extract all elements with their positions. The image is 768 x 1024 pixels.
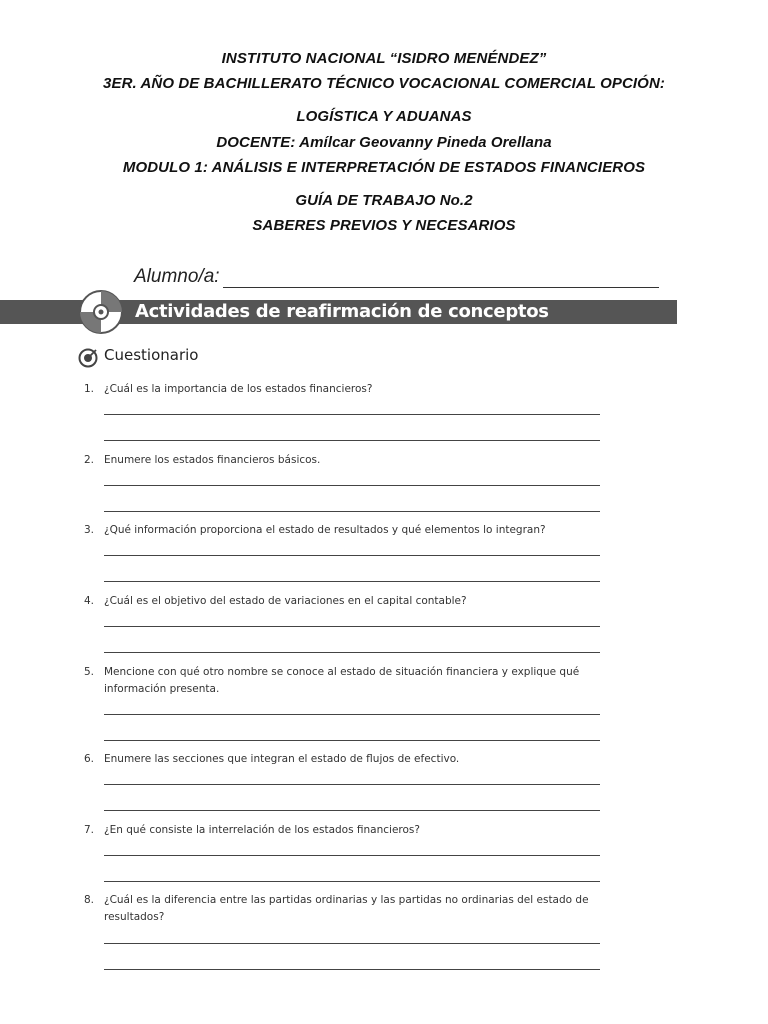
target-icon [78, 348, 98, 368]
question-number: 2. [84, 454, 95, 466]
question-2 [84, 452, 604, 469]
answer-line[interactable] [104, 943, 600, 944]
question-8 [84, 892, 604, 926]
question-6 [84, 751, 604, 768]
grade-program: 3ER. AÑO DE BACHILLERATO TÉCNICO VOCACIONAL COMERCIAL OPCIÓN: [103, 75, 665, 92]
question-5 [84, 664, 604, 698]
section-title: Cuestionario [104, 346, 199, 364]
banner-title: Actividades de reafirmación de conceptos [135, 301, 549, 322]
specialty: LOGÍSTICA Y ADUANAS [296, 108, 472, 125]
question-7 [84, 822, 604, 839]
question-text: Enumere los estados financieros básicos. [104, 454, 321, 466]
answer-line[interactable] [104, 855, 600, 856]
teacher: DOCENTE: Amílcar Geovanny Pineda Orellana [216, 134, 552, 151]
question-4 [84, 593, 604, 610]
answer-line[interactable] [104, 784, 600, 785]
answer-line[interactable] [104, 626, 600, 627]
question-number: 4. [84, 595, 95, 607]
answer-line[interactable] [104, 414, 600, 415]
question-number: 6. [84, 753, 95, 765]
question-number: 1. [84, 383, 95, 395]
question-text: ¿Cuál es la importancia de los estados financieros? [104, 383, 373, 395]
student-name-label: Alumno/a: [134, 266, 220, 287]
guide-number: GUÍA DE TRABAJO No.2 [295, 192, 473, 209]
question-1 [84, 381, 604, 398]
student-name-line[interactable] [223, 269, 659, 288]
module-title: MODULO 1: ANÁLISIS E INTERPRETACIÓN DE ESTADOS FINANCIEROS [122, 159, 646, 176]
answer-line[interactable] [104, 581, 600, 582]
question-number: 7. [84, 824, 95, 836]
question-text: ¿Qué información proporciona el estado de resultados y qué elementos lo integran? [104, 524, 546, 536]
question-3 [84, 522, 604, 539]
question-text: Enumere las secciones que integran el estado de flujos de efectivo. [104, 753, 460, 765]
answer-line[interactable] [104, 881, 600, 882]
question-number: 8. [84, 894, 95, 906]
answer-line[interactable] [104, 714, 600, 715]
answer-line[interactable] [104, 555, 600, 556]
question-number: 5. [84, 666, 95, 678]
question-number: 3. [84, 524, 95, 536]
student-name-field[interactable] [134, 266, 659, 288]
question-text: Mencione con qué otro nombre se conoce al estado de situación financiera y explique qué información presenta. [104, 666, 580, 695]
answer-line[interactable] [104, 969, 600, 970]
cd-icon [78, 289, 124, 335]
school-name: INSTITUTO NACIONAL “ISIDRO MENÉNDEZ” [221, 50, 547, 67]
answer-line[interactable] [104, 511, 600, 512]
question-text: ¿Cuál es la diferencia entre las partidas ordinarias y las partidas no ordinarias del estado de resultados? [104, 894, 589, 923]
answer-line[interactable] [104, 485, 600, 486]
guide-subtitle: SABERES PREVIOS Y NECESARIOS [252, 217, 516, 234]
question-text: ¿Cuál es el objetivo del estado de variaciones en el capital contable? [104, 595, 467, 607]
answer-line[interactable] [104, 652, 600, 653]
question-text: ¿En qué consiste la interrelación de los estados financieros? [104, 824, 420, 836]
answer-line[interactable] [104, 740, 600, 741]
answer-line[interactable] [104, 440, 600, 441]
answer-line[interactable] [104, 810, 600, 811]
